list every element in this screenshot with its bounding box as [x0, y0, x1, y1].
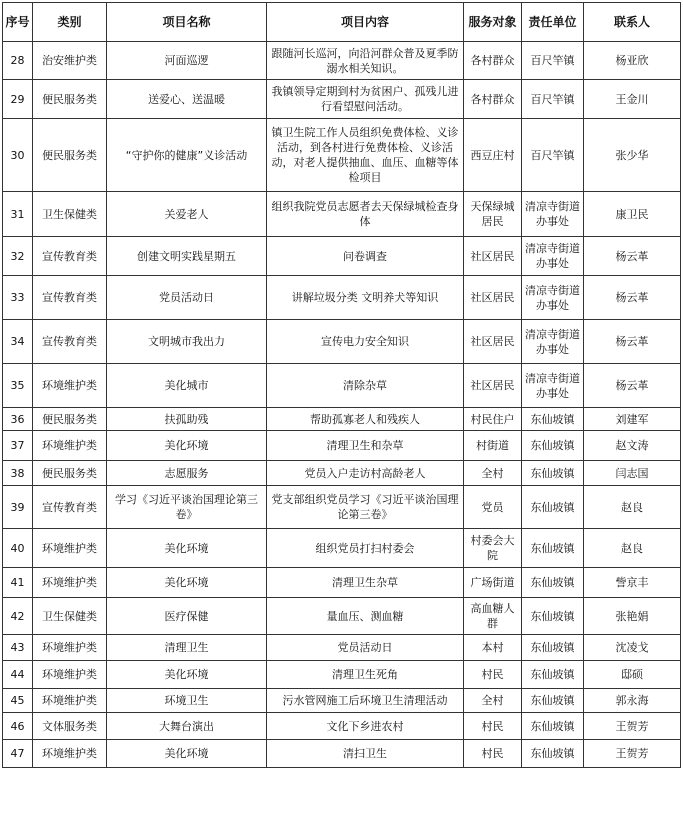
row-responsible-unit: 东仙坡镇 — [522, 635, 584, 661]
row-project-name: 美化环境 — [107, 431, 267, 461]
table-row — [3, 661, 681, 689]
row-category: 便民服务类 — [33, 408, 107, 431]
table-row — [3, 431, 681, 461]
row-project-content: 问卷调查 — [267, 237, 464, 276]
row-category: 宣传教育类 — [33, 486, 107, 529]
row-project-content: 党员入户走访村高龄老人 — [267, 461, 464, 486]
row-category: 便民服务类 — [33, 119, 107, 192]
row-project-name: 志愿服务 — [107, 461, 267, 486]
row-contact: 杨云革 — [584, 276, 681, 320]
table-row — [3, 461, 681, 486]
row-service-target: 社区居民 — [464, 364, 522, 408]
row-responsible-unit: 清凉寺街道办事处 — [522, 320, 584, 364]
row-project-name: 文明城市我出力 — [107, 320, 267, 364]
row-contact: 沈凌戈 — [584, 635, 681, 661]
table-row — [3, 42, 681, 80]
row-project-content: 党员活动日 — [267, 635, 464, 661]
row-number: 28 — [3, 42, 33, 80]
row-project-name: 清理卫生 — [107, 635, 267, 661]
header-project-name: 项目名称 — [107, 3, 267, 42]
row-project-content: 党支部组织党员学习《习近平谈治国理论第三卷》 — [267, 486, 464, 529]
row-project-name: 美化城市 — [107, 364, 267, 408]
table-row — [3, 713, 681, 740]
row-category: 环境维护类 — [33, 740, 107, 768]
row-number: 29 — [3, 80, 33, 119]
row-category: 便民服务类 — [33, 461, 107, 486]
row-responsible-unit: 东仙坡镇 — [522, 408, 584, 431]
table-row — [3, 364, 681, 408]
row-service-target: 社区居民 — [464, 320, 522, 364]
row-project-content: 清理卫生杂草 — [267, 568, 464, 598]
row-number: 35 — [3, 364, 33, 408]
row-number: 31 — [3, 192, 33, 237]
row-number: 45 — [3, 689, 33, 713]
row-service-target: 全村 — [464, 461, 522, 486]
row-category: 环境维护类 — [33, 568, 107, 598]
table-row — [3, 408, 681, 431]
header-project-content: 项目内容 — [267, 3, 464, 42]
row-project-name: 扶孤助残 — [107, 408, 267, 431]
row-category: 环境维护类 — [33, 689, 107, 713]
row-project-name: 学习《习近平谈治国理论第三卷》 — [107, 486, 267, 529]
row-contact: 杨云革 — [584, 320, 681, 364]
row-project-content: 清除杂草 — [267, 364, 464, 408]
row-number: 32 — [3, 237, 33, 276]
row-responsible-unit: 百尺竿镇 — [522, 42, 584, 80]
table-row — [3, 689, 681, 713]
table-row — [3, 598, 681, 635]
row-project-content: 我镇领导定期到村为贫困户、孤残儿进行看望慰问活动。 — [267, 80, 464, 119]
row-project-name: “守护你的健康”义诊活动 — [107, 119, 267, 192]
row-service-target: 本村 — [464, 635, 522, 661]
row-contact: 张少华 — [584, 119, 681, 192]
row-project-content: 组织我院党员志愿者去天保绿城检查身体 — [267, 192, 464, 237]
row-number: 42 — [3, 598, 33, 635]
row-project-name: 大舞台演出 — [107, 713, 267, 740]
row-category: 宣传教育类 — [33, 276, 107, 320]
table-row — [3, 192, 681, 237]
header-contact: 联系人 — [584, 3, 681, 42]
row-project-name: 创建文明实践星期五 — [107, 237, 267, 276]
row-responsible-unit: 东仙坡镇 — [522, 598, 584, 635]
row-number: 34 — [3, 320, 33, 364]
row-service-target: 天保绿城居民 — [464, 192, 522, 237]
table-row — [3, 740, 681, 768]
row-service-target: 广场街道 — [464, 568, 522, 598]
table-row — [3, 486, 681, 529]
row-project-content: 污水管网施工后环境卫生清理活动 — [267, 689, 464, 713]
row-project-name: 送爱心、送温暖 — [107, 80, 267, 119]
row-category: 环境维护类 — [33, 661, 107, 689]
row-category: 环境维护类 — [33, 431, 107, 461]
row-responsible-unit: 清凉寺街道办事处 — [522, 192, 584, 237]
row-number: 43 — [3, 635, 33, 661]
row-service-target: 各村群众 — [464, 80, 522, 119]
row-responsible-unit: 百尺竿镇 — [522, 80, 584, 119]
row-number: 36 — [3, 408, 33, 431]
row-responsible-unit: 东仙坡镇 — [522, 689, 584, 713]
row-service-target: 社区居民 — [464, 237, 522, 276]
table-body — [3, 42, 681, 768]
row-category: 环境维护类 — [33, 635, 107, 661]
row-number: 41 — [3, 568, 33, 598]
row-category: 卫生保健类 — [33, 598, 107, 635]
row-service-target: 村街道 — [464, 431, 522, 461]
row-responsible-unit: 清凉寺街道办事处 — [522, 237, 584, 276]
row-number: 39 — [3, 486, 33, 529]
row-service-target: 村民 — [464, 740, 522, 768]
row-project-content: 量血压、测血糖 — [267, 598, 464, 635]
row-project-name: 党员活动日 — [107, 276, 267, 320]
row-project-content: 清理卫生死角 — [267, 661, 464, 689]
row-project-name: 环境卫生 — [107, 689, 267, 713]
row-responsible-unit: 东仙坡镇 — [522, 661, 584, 689]
header-no: 序号 — [3, 3, 33, 42]
header-responsible-unit: 责任单位 — [522, 3, 584, 42]
row-contact: 杨云革 — [584, 237, 681, 276]
row-contact: 赵文涛 — [584, 431, 681, 461]
row-project-name: 河面巡逻 — [107, 42, 267, 80]
row-contact: 赵良 — [584, 486, 681, 529]
row-responsible-unit: 百尺竿镇 — [522, 119, 584, 192]
row-project-name: 美化环境 — [107, 661, 267, 689]
row-contact: 訾京丰 — [584, 568, 681, 598]
row-responsible-unit: 清凉寺街道办事处 — [522, 364, 584, 408]
row-project-name: 医疗保健 — [107, 598, 267, 635]
row-service-target: 党员 — [464, 486, 522, 529]
row-contact: 刘建军 — [584, 408, 681, 431]
row-number: 46 — [3, 713, 33, 740]
row-category: 宣传教育类 — [33, 237, 107, 276]
volunteer-project-table — [2, 2, 681, 768]
row-number: 44 — [3, 661, 33, 689]
table-row — [3, 568, 681, 598]
row-contact: 邸硕 — [584, 661, 681, 689]
header-row — [3, 3, 681, 42]
row-contact: 王金川 — [584, 80, 681, 119]
row-contact: 康卫民 — [584, 192, 681, 237]
row-project-content: 宣传电力安全知识 — [267, 320, 464, 364]
table-row — [3, 529, 681, 568]
row-service-target: 村民 — [464, 661, 522, 689]
row-service-target: 各村群众 — [464, 42, 522, 80]
row-service-target: 高血糖人群 — [464, 598, 522, 635]
row-number: 30 — [3, 119, 33, 192]
row-category: 卫生保健类 — [33, 192, 107, 237]
row-number: 37 — [3, 431, 33, 461]
row-service-target: 全村 — [464, 689, 522, 713]
row-project-content: 清理卫生和杂草 — [267, 431, 464, 461]
row-project-name: 美化环境 — [107, 740, 267, 768]
row-contact: 杨亚欣 — [584, 42, 681, 80]
row-responsible-unit: 东仙坡镇 — [522, 740, 584, 768]
row-responsible-unit: 东仙坡镇 — [522, 713, 584, 740]
row-category: 便民服务类 — [33, 80, 107, 119]
row-responsible-unit: 东仙坡镇 — [522, 568, 584, 598]
row-project-content: 讲解垃圾分类 文明养犬等知识 — [267, 276, 464, 320]
row-contact: 闫志国 — [584, 461, 681, 486]
row-project-name: 关爱老人 — [107, 192, 267, 237]
header-service-target: 服务对象 — [464, 3, 522, 42]
row-category: 环境维护类 — [33, 529, 107, 568]
table-row — [3, 119, 681, 192]
row-responsible-unit: 东仙坡镇 — [522, 461, 584, 486]
row-number: 47 — [3, 740, 33, 768]
row-number: 40 — [3, 529, 33, 568]
row-service-target: 村民住户 — [464, 408, 522, 431]
row-project-content: 组织党员打扫村委会 — [267, 529, 464, 568]
row-project-content: 镇卫生院工作人员组织免费体检、义诊活动，到各村进行免费体检、义诊活动，对老人提供抽血、血压、血糖等体检项目 — [267, 119, 464, 192]
table-row — [3, 80, 681, 119]
row-contact: 杨云革 — [584, 364, 681, 408]
row-contact: 王贺芳 — [584, 740, 681, 768]
table-row — [3, 276, 681, 320]
row-service-target: 村委会大院 — [464, 529, 522, 568]
row-contact: 赵良 — [584, 529, 681, 568]
row-project-content: 跟随河长巡河，向沿河群众普及夏季防溺水相关知识。 — [267, 42, 464, 80]
row-category: 治安维护类 — [33, 42, 107, 80]
table-row — [3, 635, 681, 661]
row-project-content: 帮助孤寡老人和残疾人 — [267, 408, 464, 431]
table-row — [3, 237, 681, 276]
row-category: 宣传教育类 — [33, 320, 107, 364]
row-number: 38 — [3, 461, 33, 486]
row-project-content: 清扫卫生 — [267, 740, 464, 768]
row-responsible-unit: 东仙坡镇 — [522, 529, 584, 568]
row-responsible-unit: 东仙坡镇 — [522, 431, 584, 461]
row-project-content: 文化下乡进农村 — [267, 713, 464, 740]
row-contact: 王贺芳 — [584, 713, 681, 740]
table-row — [3, 320, 681, 364]
row-project-name: 美化环境 — [107, 529, 267, 568]
row-project-name: 美化环境 — [107, 568, 267, 598]
row-contact: 郭永海 — [584, 689, 681, 713]
row-service-target: 村民 — [464, 713, 522, 740]
row-category: 环境维护类 — [33, 364, 107, 408]
row-service-target: 西豆庄村 — [464, 119, 522, 192]
row-service-target: 社区居民 — [464, 276, 522, 320]
row-number: 33 — [3, 276, 33, 320]
row-responsible-unit: 东仙坡镇 — [522, 486, 584, 529]
row-category: 文体服务类 — [33, 713, 107, 740]
row-responsible-unit: 清凉寺街道办事处 — [522, 276, 584, 320]
header-category: 类别 — [33, 3, 107, 42]
row-contact: 张艳娟 — [584, 598, 681, 635]
